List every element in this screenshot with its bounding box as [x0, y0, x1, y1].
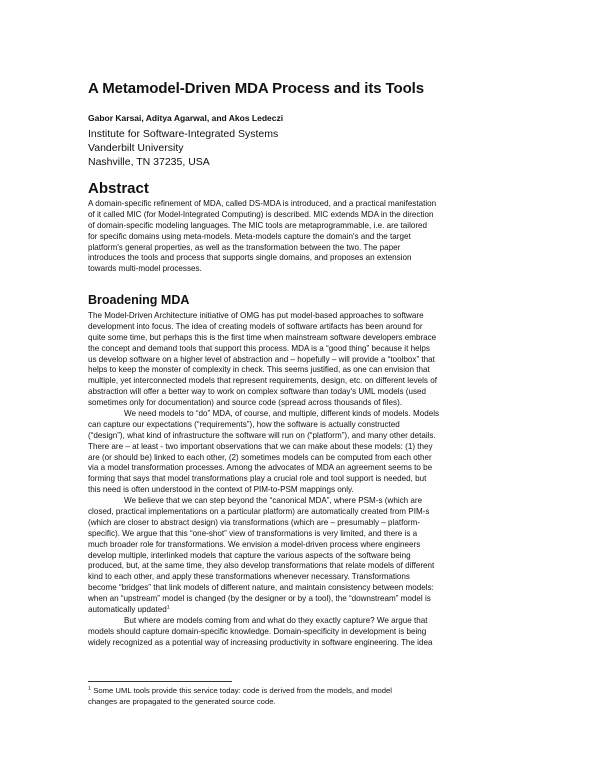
text-line: (“design”), what kind of infrastructure the software will run on (“platform”), and many other details. — [88, 430, 436, 440]
text-line: specific). We argue that this “one-shot” view of transformations is very limited, and there is a — [88, 528, 418, 538]
affiliation-line: Vanderbilt University — [88, 142, 184, 154]
text-line: helps to keep the monster of complexity in check. This seems justified, as one can envision that — [88, 365, 430, 375]
footnote-text: Some UML tools provide this service today: code is derived from the models, and model — [91, 686, 393, 695]
footnote-ref[interactable]: 1 — [166, 605, 170, 611]
abstract-heading: Abstract — [88, 180, 149, 197]
text-line: platform's general properties, as well as the transformation between the two. The paper — [88, 242, 401, 252]
text-line: forming that says that model transformations play a crucial role and tool support is needed, but — [88, 474, 427, 484]
body-text — [88, 311, 518, 649]
text-line: this need is often understood in the context of PIM-to-PSM mappings only. — [88, 485, 354, 495]
text-line: quite some time, but perhaps this is the first time when mainstream software developers embrace — [88, 332, 437, 342]
text-span: automatically updated — [88, 605, 167, 615]
text-line: develop multiple, interlinked models that capture the various aspects of the software being — [88, 550, 411, 560]
text-line: of it called MIC (for Model-Integrated Computing) is described. MIC extends MDA in the direction — [88, 209, 434, 219]
footnote-marker: 1 — [88, 686, 92, 692]
footnote-divider — [88, 681, 232, 682]
abstract-text — [88, 199, 518, 275]
text-line: us develop software on a higher level of abstraction and – hopefully – will provide a “toolbox” that — [88, 354, 435, 364]
section-heading: Broadening MDA — [88, 293, 190, 307]
text-line: We believe that we can step beyond the “canonical MDA”, where PSM-s (which are — [124, 496, 423, 506]
footnote — [88, 686, 518, 708]
text-line: for specific domains using meta-models. Meta-models capture the domain's and the target — [88, 231, 411, 241]
paper-title: A Metamodel-Driven MDA Process and its Tools — [88, 80, 424, 97]
text-line: towards multi-model processes. — [88, 264, 202, 274]
affiliation — [88, 127, 278, 169]
text-line: much broader role for transformations. We envision a model-driven process where engineers — [88, 539, 421, 549]
footnote-line: changes are propagated to the generated source code. — [88, 696, 276, 706]
text-line: kind to each other, and apply these transformations whenever necessary. Transformations — [88, 572, 410, 582]
text-line: the concept and demand tools that support this process. MDA is a “good thing” because it helps — [88, 343, 430, 353]
text-line: A domain-specific refinement of MDA, called DS-MDA is introduced, and a practical manifestation — [88, 199, 437, 208]
authors: Gabor Karsai, Aditya Agarwal, and Akos Ledeczi — [88, 113, 284, 123]
text-line: But where are models coming from and what do they exactly capture? We argue that — [124, 615, 428, 625]
text-line: become “bridges” that link models of different nature, and maintain consistency between models: — [88, 583, 434, 593]
footnote-line — [88, 686, 518, 697]
text-line: closed, practical implementations on a particular platform) are automatically created from PIM-s — [88, 507, 430, 517]
text-line: development into focus. The idea of creating models of software artifacts has been around for — [88, 321, 423, 331]
text-line: We need models to “do” MDA, of course, and multiple, different kinds of models. Models — [124, 409, 440, 419]
text-line: models should capture domain-specific knowledge. Domain-specificity in development is being — [88, 626, 427, 636]
text-line: produced, but, at the same time, they also develop transformations that relate models of different — [88, 561, 435, 571]
text-line: are (or should be) linked to each other, (2) sometimes models can be computed from each other — [88, 452, 432, 462]
affiliation-line: Institute for Software-Integrated Systems — [88, 128, 279, 140]
text-line: There are – at least - two important observations that we can make about these models: (1) they — [88, 441, 433, 451]
text-line: widely recognized as a potential way of increasing productivity in software engineering. The idea — [88, 637, 433, 647]
text-line: of domain-specific modeling languages. The MIC tools are metaprogrammable, i.e. are tailored — [88, 220, 428, 230]
text-line — [88, 605, 518, 616]
text-line: (which are closer to abstract design) via transformations (which are – presumably – platform- — [88, 517, 420, 527]
affiliation-line: Nashville, TN 37235, USA — [88, 156, 210, 168]
text-line: multiple, yet interconnected models that represent requirements, design, etc. on different levels of — [88, 376, 437, 386]
text-line: introduces the tools and process that supports single domains, and proposes an extension — [88, 253, 412, 263]
text-line: The Model-Driven Architecture initiative of OMG has put model-based approaches to software — [88, 311, 424, 320]
text-line: when an “upstream” model is changed (by the designer or by a tool), the “downstream” model is — [88, 594, 431, 604]
text-line: can capture our expectations (“requirements”), how the software is actually constructed — [88, 419, 400, 429]
text-line: via a model transformation processes. Among the advocates of MDA an agreement seems to be — [88, 463, 433, 473]
text-line: abstraction will offer a better way to work on complex software than today's UML models (used — [88, 387, 427, 397]
text-line: sometimes only for documentation) and source code (spread across thousands of files). — [88, 398, 403, 408]
